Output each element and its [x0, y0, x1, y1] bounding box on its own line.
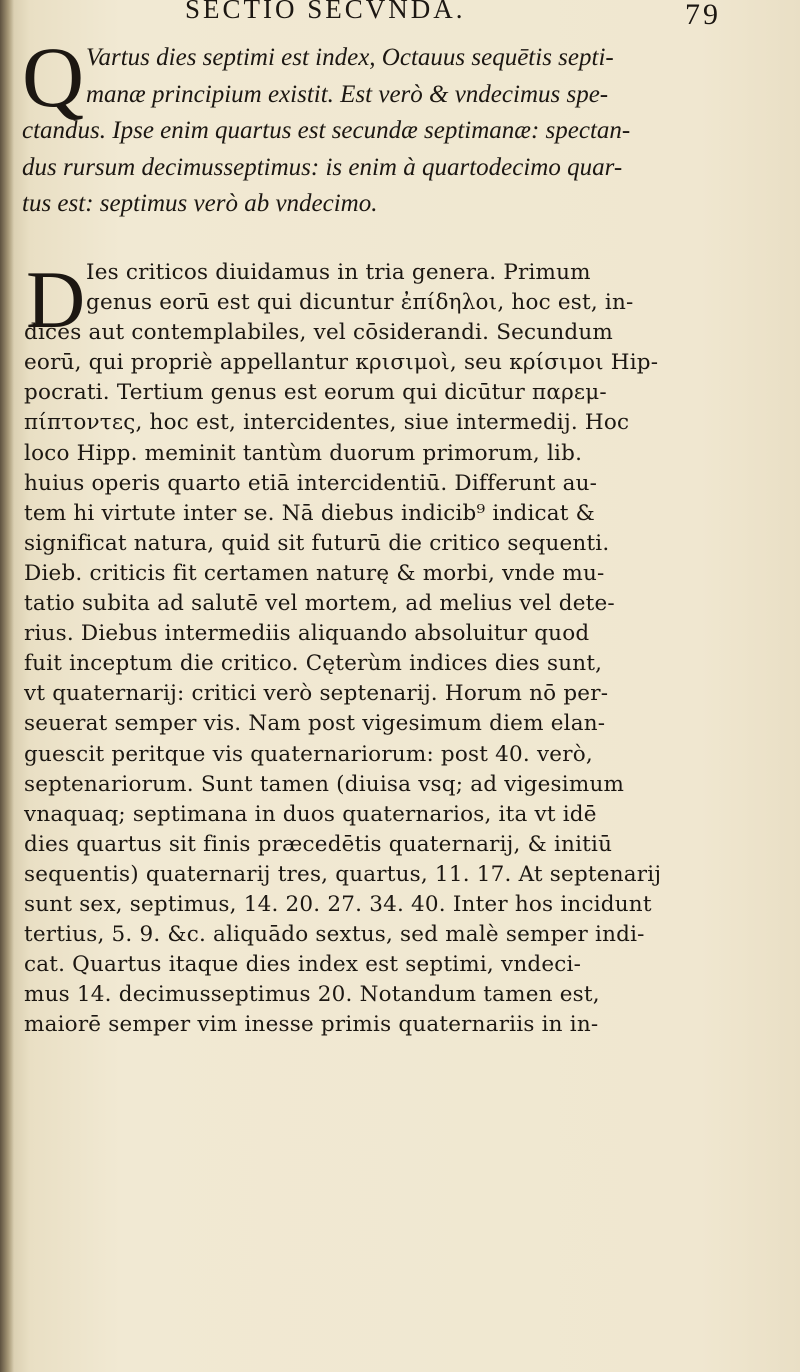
text-line: tem hi virtute inter se. Nā diebus indicib⁹ indicat & — [24, 500, 595, 526]
text-line: loco Hipp. meminit tantùm duorum primorum, lib. — [24, 440, 583, 466]
text-line: sunt sex, septimus, 14. 20. 27. 34. 40. Inter hos incidunt — [24, 891, 652, 917]
page-number: 79 — [685, 0, 721, 31]
text-line: sequentis) quaternarij tres, quartus, 11. 17. At septenarij — [24, 861, 662, 887]
text-line: Ies criticos diuidamus in tria genera. Primum — [86, 260, 591, 285]
text-line: seuerat semper vis. Nam post vigesimum diem elan- — [24, 711, 606, 737]
text-line: dus rursum decimusseptimus: is enim à quartodecimo quar- — [22, 153, 623, 181]
text-line: huius operis quarto etiā intercidentiū. Differunt au- — [24, 470, 598, 496]
running-header — [185, 0, 745, 34]
text-line: manæ principium existit. Est verò & vndecimus spe- — [86, 80, 609, 108]
text-line: fuit inceptum die critico. Cęterùm indices dies sunt, — [24, 651, 603, 677]
text-line: dices aut contemplabiles, vel cōsiderandi. Secundum — [24, 320, 613, 346]
binding-gutter — [0, 0, 14, 1372]
text-line: tertius, 5. 9. &c. aliquādo sextus, sed malè semper indi- — [24, 922, 645, 948]
drop-cap-q: Q — [22, 29, 85, 125]
italic-paragraph — [22, 29, 762, 223]
text-line: tatio subita ad salutē vel mortem, ad melius vel dete- — [24, 591, 615, 617]
text-line: vnaquaq; septimana in duos quaternarios, ita vt idē — [24, 801, 597, 827]
text-line: guescit peritque vis quaternariorum: post 40. verò, — [24, 741, 593, 767]
text-line: dies quartus sit finis præcedētis quaternarij, & initiū — [24, 831, 613, 857]
main-paragraph — [24, 254, 764, 1040]
text-line: tus est: septimus verò ab vndecimo. — [22, 190, 378, 217]
text-line: cat. Quartus itaque dies index est septimi, vndeci- — [24, 952, 582, 978]
text-line: Vartus dies septimi est index, Octauus sequētis septi- — [86, 44, 614, 71]
text-line: vt quaternarij: critici verò septenarij. Horum nō per- — [24, 681, 609, 707]
text-line: πίπτοντες, hoc est, intercidentes, siue intermedij. Hoc — [24, 410, 630, 436]
text-line: ctandus. Ipse enim quartus est secundæ septimanæ: spectan- — [22, 117, 631, 144]
drop-cap-d: D — [26, 254, 86, 345]
text-line: significat natura, quid sit futurū die critico sequenti. — [24, 530, 610, 556]
text-line: Dieb. criticis fit certamen naturę & morbi, vnde mu- — [24, 560, 605, 586]
text-line: rius. Diebus intermediis aliquando absoluitur quod — [24, 621, 590, 647]
text-line: maiorē semper vim inesse primis quaternariis in in- — [24, 1012, 599, 1038]
text-line: septenariorum. Sunt tamen (diuisa vsq; ad vigesimum — [24, 771, 625, 797]
text-line: genus eorū est qui dicuntur ἐπίδηλοι, hoc est, in- — [86, 290, 634, 316]
text-line: pocrati. Tertium genus est eorum qui dicūtur παρεμ- — [24, 380, 607, 406]
text-line: mus 14. decimusseptimus 20. Notandum tamen est, — [24, 982, 600, 1008]
running-title: SECTIO SECVNDA. — [185, 0, 466, 24]
text-line: eorū, qui propriè appellantur κρισιμοὶ, seu κρίσιμοι Hip- — [24, 350, 659, 376]
